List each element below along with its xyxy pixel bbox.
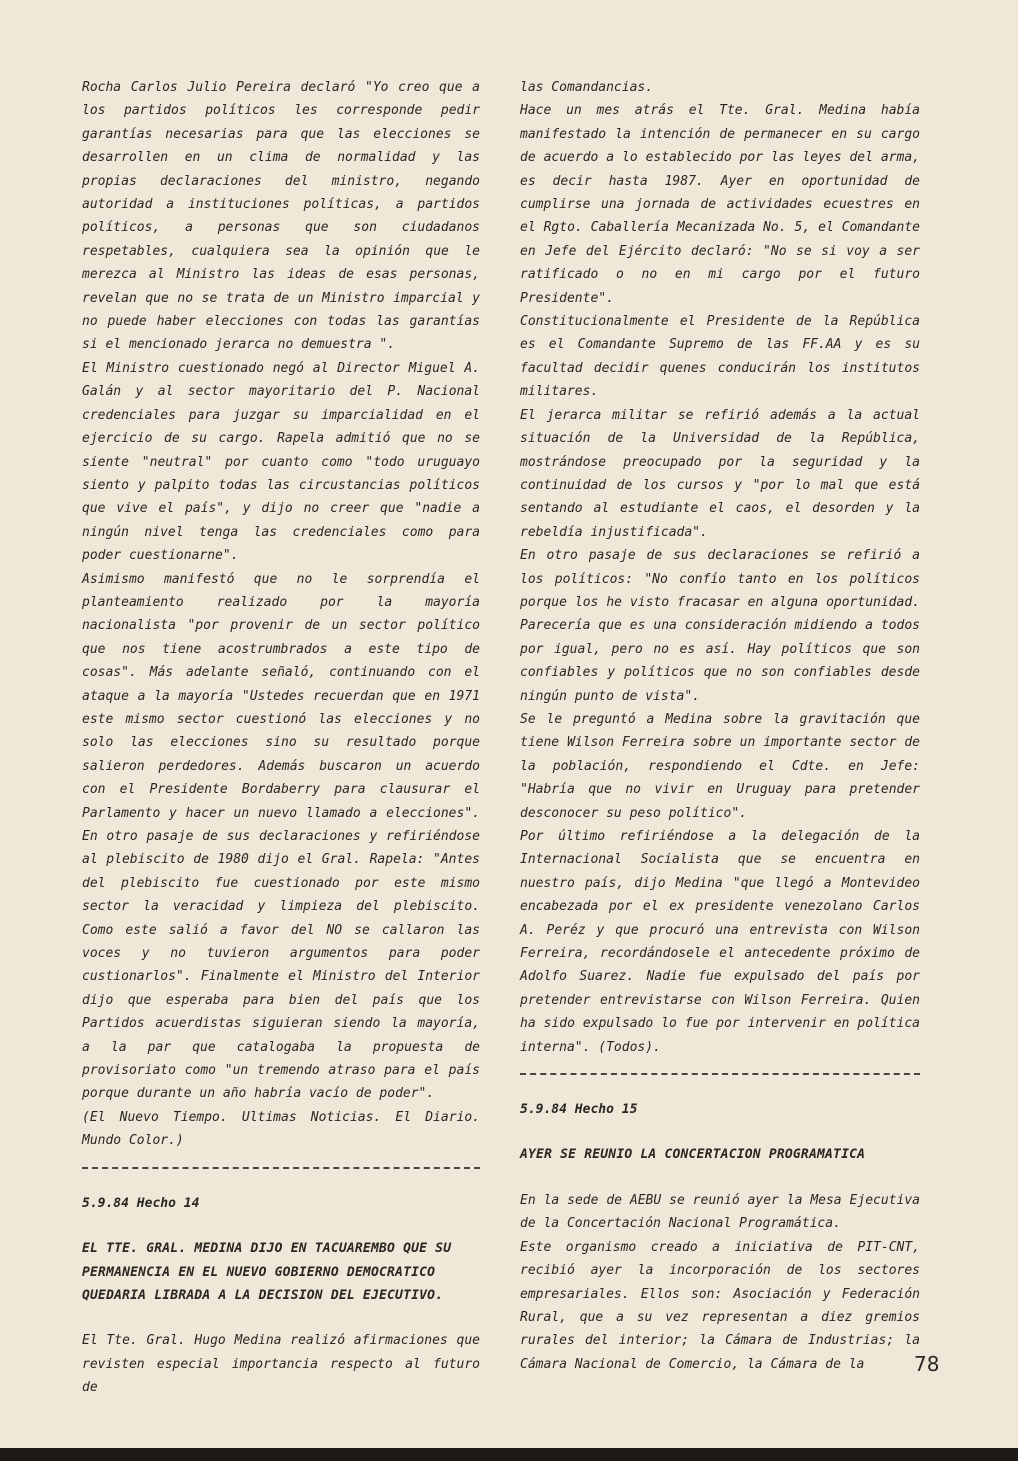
- paragraph: Asimismo manifestó que no le sorprendía el planteamiento realizado por la mayoría nacionalista "por provenir de un sector político que nos tiene acostrumbrados a este tipo de cosas". Más adelante señaló, continuando con el ataque a la mayoría "Ustedes recuerdan que en 1971 este mismo sector cuestionó las elecciones y no solo las elecciones sino su resultado porque salieron perdedores. Además buscaron un acuerdo con el Presidente Bordaberry para clausurar el Parlamento y hacer un nuevo llamado a elecciones". En otro pasaje de sus declaraciones y refiriéndose al plebiscito de 1980 dijo el Gral. Rapela: "Antes del plebiscito fue cuestionado por este mismo sector la veracidad y limpieza del plebiscito. Como este salió a favor del NO se callaron las voces y no tuvieron argumentos para poder custionarlos". Finalmente el Ministro del Interior dijo que esperaba para bien del país que los Partidos acuerdistas siguieran siendo la mayoría, a la par que catalogaba la propuesta de provisoriato como "un tremendo atraso para el país porque durante un año habría vacío de poder".: [82, 571, 480, 1102]
- paragraph: Se le preguntó a Medina sobre la gravitación que tiene Wilson Ferreira sobre un importante sector de la población, respondiendo el Cdte. en Jefe: "Habría que no vivir en Uruguay para pretender desconocer su peso político".: [520, 711, 920, 821]
- paragraph: Por último refiriéndose a la delegación de la Internacional Socialista que se encuentra en nuestro país, dijo Medina "que llegó a Montevideo encabezada por el ex presidente venezolano Carlos A. Peréz y que procuró una entrevista con Wilson Ferreira, recordándosele el antecedente próximo de Adolfo Suarez. Nadie fue expulsado del país por pretender entrevistarse con Wilson Ferreira. Quien ha sido expulsado lo fue por intervenir en política interna". (Todos).: [520, 829, 920, 1055]
- dashed-divider: [82, 1167, 480, 1170]
- paragraph: Rocha Carlos Julio Pereira declaró "Yo creo que a los partidos políticos les corresponde pedir garantías necesarias para que las elecciones se desarrollen en un clima de normalidad y las propias declaraciones del ministro, negando autoridad a instituciones políticas, a partidos políticos, a personas que son ciudadanos respetables, cualquiera sea la opinión que le merezca al Ministro las ideas de esas personas, revelan que no se trata de un Ministro imparcial y no puede haber elecciones con todas las garantías si el mencionado jerarca no demuestra ".: [82, 80, 480, 353]
- paragraph: En otro pasaje de sus declaraciones se refirió a los políticos: "No confío tanto en los políticos porque los he visto fracasar en alguna oportunidad. Parecería que es una consideración midiendo a todos por igual, pero no es así. Hay políticos que son confiables y políticos que no son confiables desde ningún punto de vista".: [520, 548, 920, 704]
- paragraph: El Ministro cuestionado negó al Director Miguel A. Galán y al sector mayoritario del P. Nacional credenciales para juzgar su imparcialidad en el ejercicio de su cargo. Rapela admitió que no se siente "neutral" por cuanto como "todo uruguayo siento y palpito todas las circustancias políticos que vive el país", y dijo no creer que "nadie a ningún nivel tenga las credenciales como para poder cuestionarne".: [82, 360, 480, 564]
- paragraph: Constitucionalmente el Presidente de la República es el Comandante Supremo de las FF.AA y es su facultad decidir quenes conducirán los institutos militares.: [520, 314, 920, 400]
- entry-title: EL TTE. GRAL. MEDINA DIJO EN TACUAREMBO QUE SU PERMANENCIA EN EL NUEVO GOBIERNO DEMOCRATICO QUEDARIA LIBRADA A LA DECISION DEL EJECUTIVO.: [82, 1241, 452, 1303]
- left-column: [82, 76, 480, 1400]
- entry-title: AYER SE REUNIO LA CONCERTACION PROGRAMATICA: [520, 1147, 866, 1163]
- page-number: 78: [914, 1352, 940, 1376]
- scan-edge-bar: [0, 1448, 1018, 1461]
- paragraph: las Comandancias.: [520, 80, 654, 95]
- entry-header: 5.9.84 Hecho 14: [82, 1195, 200, 1211]
- paragraph: Este organismo creado a iniciativa de PIT-CNT, recibió ayer la incorporación de los sectores empresariales. Ellos son: Asociación y Federación Rural, que a su vez representan a diez gremios rurales del interior; la Cámara de Industrias; la Cámara Nacional de Comercio, la Cámara de la: [520, 1239, 920, 1372]
- entry-header: 5.9.84 Hecho 15: [520, 1102, 638, 1118]
- paragraph: En la sede de AEBU se reunió ayer la Mesa Ejecutiva de la Concertación Nacional Programática.: [520, 1192, 920, 1232]
- right-column: [520, 76, 920, 1376]
- paragraph: El Tte. Gral. Hugo Medina realizó afirmaciones que revisten especial importancia respecto al futuro de: [82, 1333, 480, 1396]
- dashed-divider: [520, 1073, 920, 1076]
- paragraph: Hace un mes atrás el Tte. Gral. Medina había manifestado la intención de permanecer en su cargo de acuerdo a lo establecido por las leyes del arma, es decir hasta 1987. Ayer en oportunidad de cumplirse una jornada de actividades ecuestres en el Rgto. Caballería Mecanizada No. 5, el Comandante en Jefe del Ejército declaró: "No se si voy a ser ratificado o no en mi cargo por el futuro Presidente".: [520, 103, 920, 306]
- paragraph: (El Nuevo Tiempo. Ultimas Noticias. El Diario. Mundo Color.): [82, 1109, 480, 1149]
- paragraph: El jerarca militar se refirió además a la actual situación de la Universidad de la República, mostrándose preocupado por la seguridad y la continuidad de los cursos y "por lo mal que está sentando al estudiante el caos, el desorden y la rebeldía injustificada".: [520, 407, 920, 540]
